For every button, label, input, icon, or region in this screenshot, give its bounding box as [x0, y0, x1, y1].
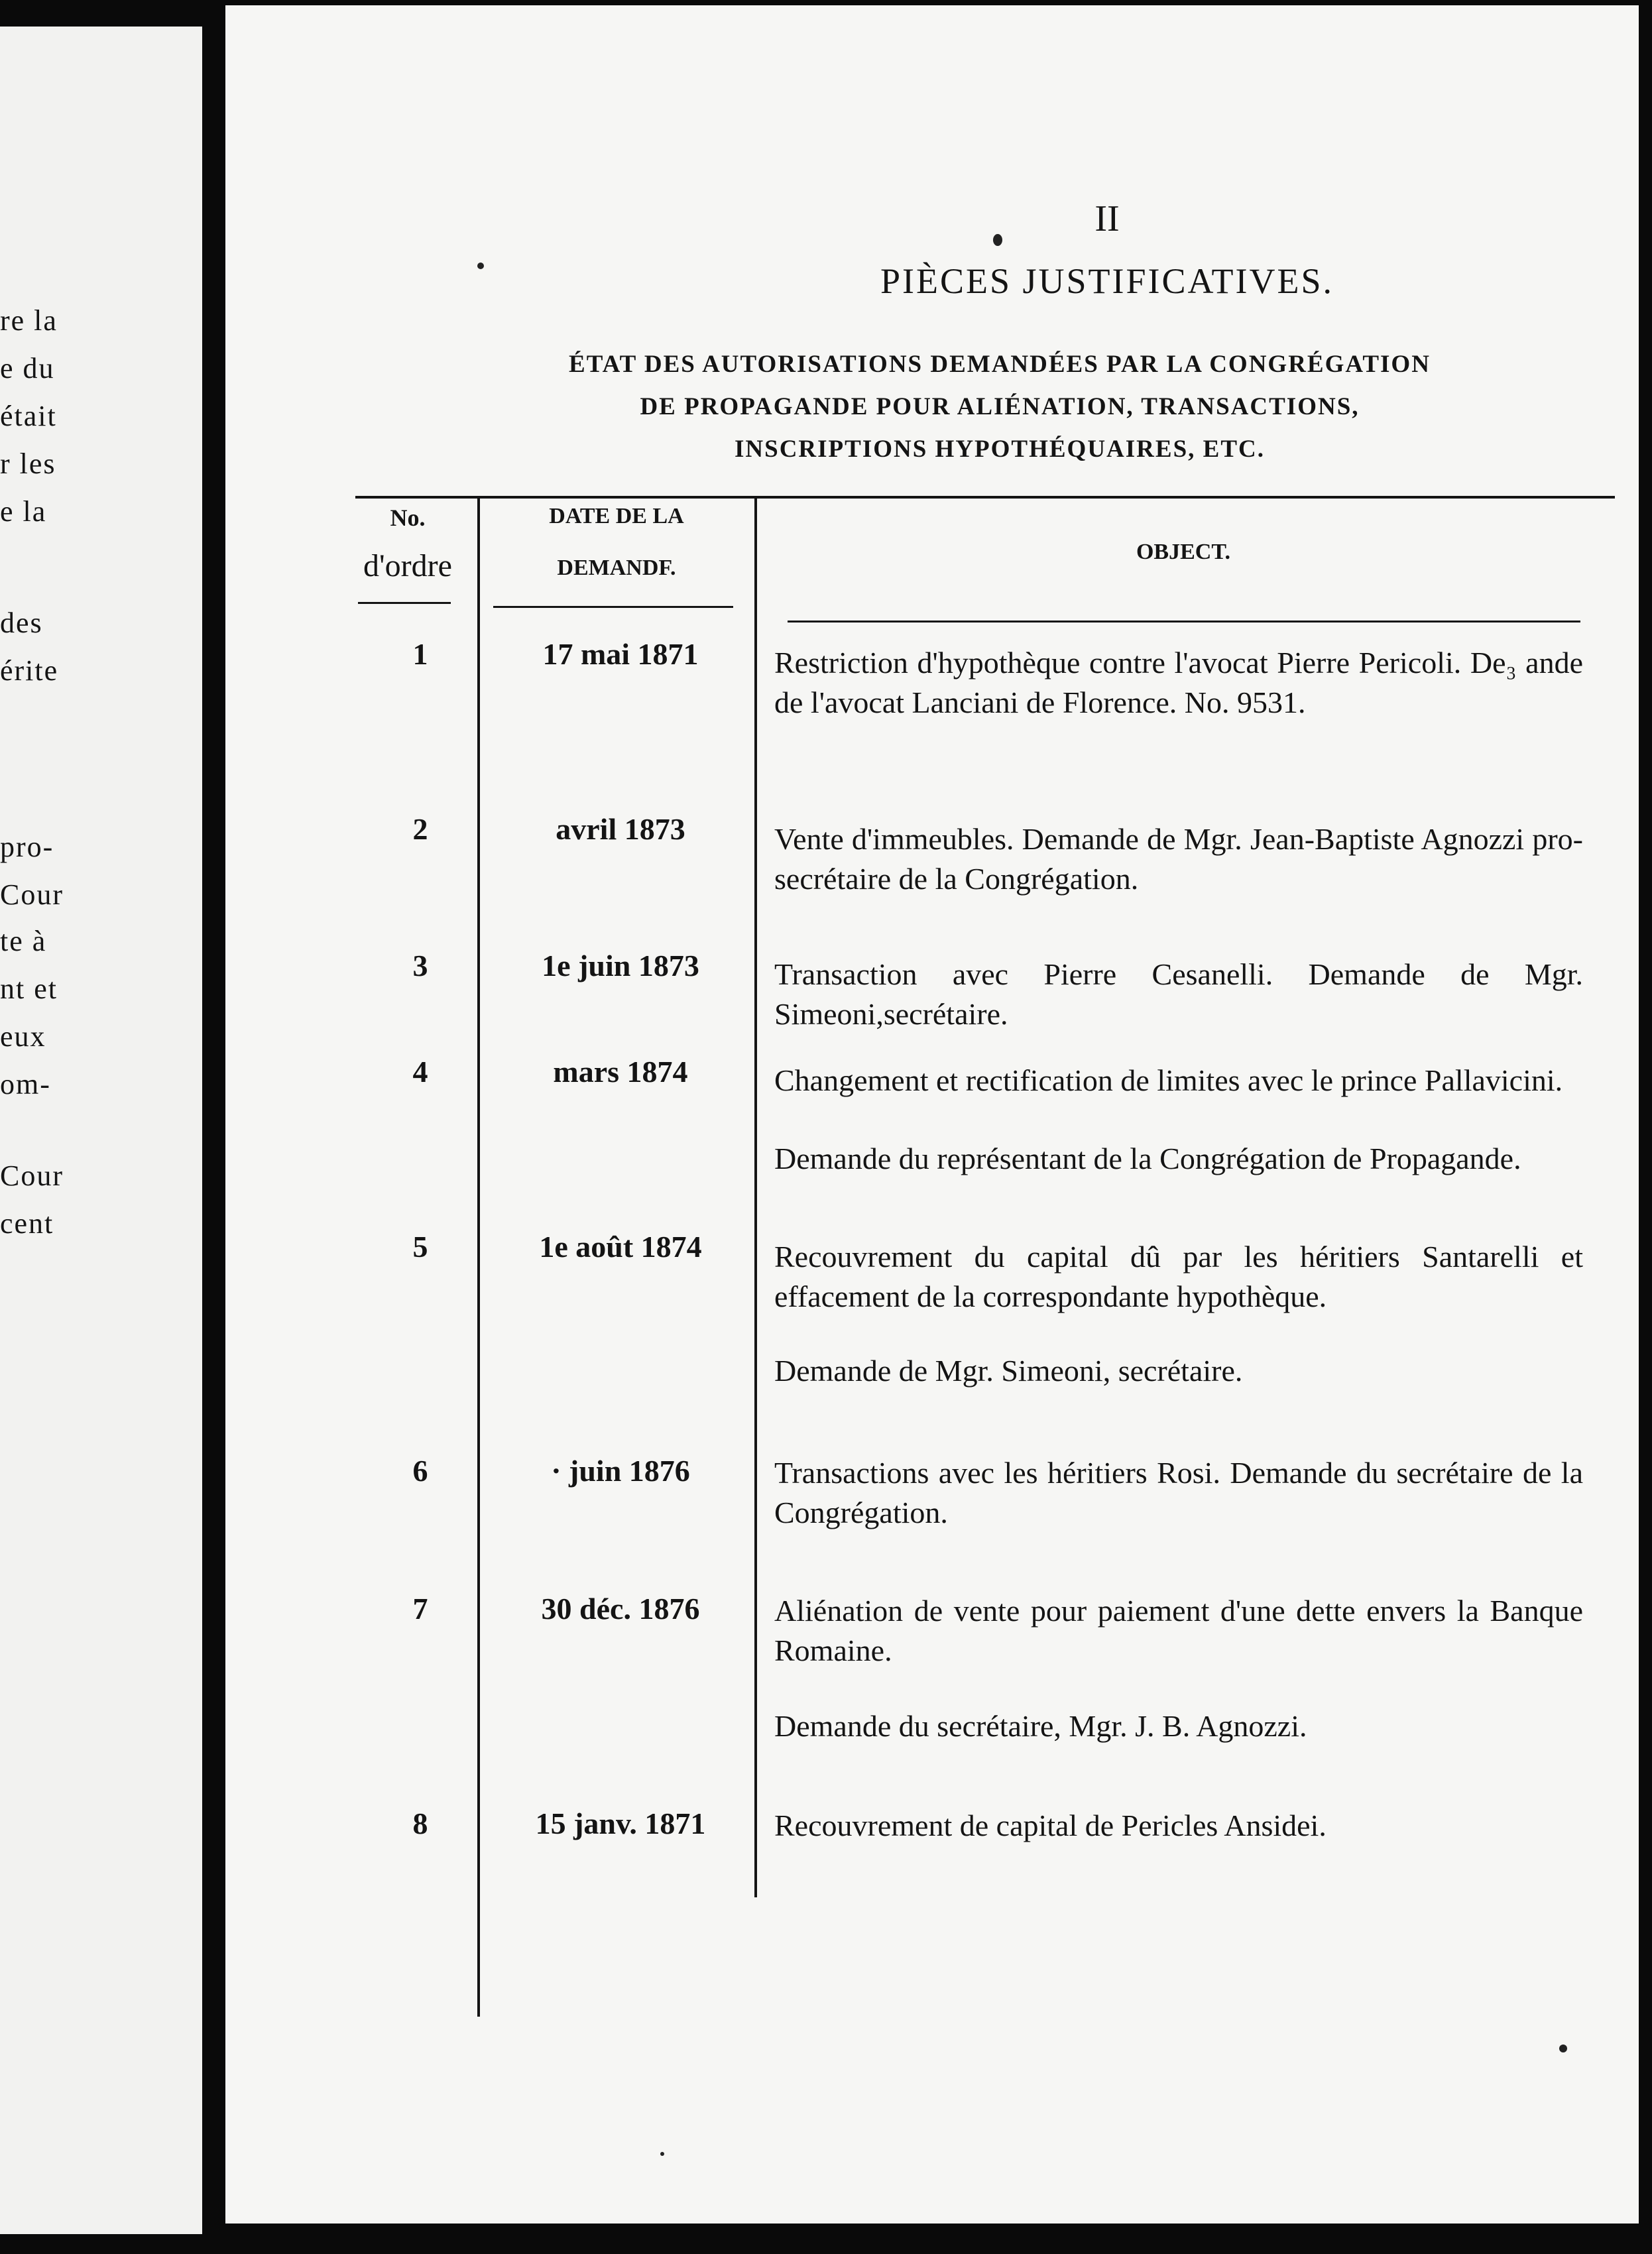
- row-7-object-part-2: Demande du secrétaire, Mgr. J. B. Agnozzi.: [774, 1709, 1307, 1743]
- ink-speck: [477, 263, 484, 269]
- header-date-line-2: DEMANDF.: [557, 556, 676, 580]
- ink-speck: [993, 234, 1002, 246]
- margin-text-line: te à: [0, 925, 47, 957]
- right-page: [225, 5, 1639, 2224]
- margin-text-line: Cour: [0, 878, 64, 911]
- row-2-date: avril 1873: [556, 812, 685, 846]
- row-5-number: 5: [412, 1230, 428, 1264]
- left-page-edge: [0, 27, 202, 2234]
- margin-text-line: nt et: [0, 973, 58, 1005]
- row-7-object-part-1: Aliénation de vente pour paiement d'une dette envers la Banque Romaine.: [774, 1594, 1583, 1667]
- row-3-object: Transaction avec Pierre Cesanelli. Demande de Mgr. Simeoni,secrétaire.: [774, 957, 1583, 1031]
- row-7-number: 7: [412, 1592, 428, 1626]
- header-rule-date: [493, 606, 733, 608]
- row-2-number: 2: [412, 812, 428, 846]
- row-8-date: 15 janv. 1871: [535, 1807, 706, 1840]
- header-object: OBJECT.: [1136, 540, 1230, 564]
- header-num-line-2: d'ordre: [363, 548, 452, 583]
- row-1-date: 17 mai 1871: [542, 637, 699, 671]
- header-rule-object: [788, 621, 1580, 623]
- margin-text-line: eux: [0, 1020, 46, 1053]
- row-4-object-part-2: Demande du représentant de la Congrégation de Propagande.: [774, 1142, 1521, 1175]
- row-1-object: Restriction d'hypothèque contre l'avocat Pierre Pericoli. De₃ ande de l'avocat Lanciani de Florence. No. 9531.: [774, 646, 1583, 719]
- table-top-rule: [355, 496, 1615, 499]
- row-2-object: Vente d'immeubles. Demande de Mgr. Jean-Baptiste Agnozzi pro-secrétaire de la Congrégation.: [774, 822, 1583, 896]
- margin-text-line: r les: [0, 447, 56, 480]
- margin-text-line: érite: [0, 654, 59, 687]
- row-5-object-part-2: Demande de Mgr. Simeoni, secrétaire.: [774, 1354, 1243, 1388]
- subtitle-line-2: DE PROPAGANDE POUR ALIÉNATION, TRANSACTIONS,: [640, 393, 1360, 420]
- header-rule-num: [358, 602, 451, 604]
- margin-text-line: des: [0, 607, 43, 639]
- row-6-object: Transactions avec les héritiers Rosi. Demande du secrétaire de la Congrégation.: [774, 1456, 1583, 1529]
- section-title: PIÈCES JUSTIFICATIVES.: [880, 261, 1334, 301]
- row-4-object-part-1: Changement et rectification de limites avec le prince Pallavicini.: [774, 1063, 1563, 1097]
- ink-speck: [1559, 2045, 1567, 2052]
- row-7-date: 30 déc. 1876: [541, 1592, 700, 1626]
- margin-text-line: e la: [0, 495, 47, 528]
- margin-text-line: était: [0, 400, 57, 432]
- row-5-object-part-1: Recouvrement du capital dû par les héritiers Santarelli et effacement de la correspondante hypothèque.: [774, 1240, 1583, 1313]
- margin-text-line: e du: [0, 352, 55, 385]
- header-date-line-1: DATE DE LA: [549, 504, 684, 528]
- ink-speck: [660, 2152, 664, 2156]
- margin-text-line: re la: [0, 304, 58, 337]
- row-4-date: mars 1874: [553, 1055, 688, 1089]
- margin-text-line: pro-: [0, 831, 54, 863]
- row-4-number: 4: [412, 1055, 428, 1089]
- row-6-number: 6: [412, 1454, 428, 1488]
- row-1-number: 1: [412, 637, 428, 671]
- margin-text-line: om-: [0, 1068, 51, 1100]
- row-8-object: Recouvrement de capital de Pericles Ansidei.: [774, 1809, 1327, 1842]
- row-5-date: 1e août 1874: [539, 1230, 702, 1264]
- subtitle-line-3: INSCRIPTIONS HYPOTHÉQUAIRES, ETC.: [735, 436, 1265, 463]
- row-6-date: · juin 1876: [551, 1454, 690, 1488]
- margin-text-line: Cour: [0, 1159, 64, 1192]
- margin-text-line: cent: [0, 1207, 54, 1240]
- header-num-line-1: No.: [390, 504, 426, 531]
- row-8-number: 8: [412, 1807, 428, 1840]
- column-rule-left: [477, 499, 480, 2017]
- column-rule-right: [754, 499, 757, 1897]
- row-3-date: 1e juin 1873: [542, 949, 699, 982]
- section-number: II: [1094, 198, 1120, 239]
- row-3-number: 3: [412, 949, 428, 982]
- subtitle-line-1: ÉTAT DES AUTORISATIONS DEMANDÉES PAR LA CONGRÉGATION: [569, 351, 1431, 378]
